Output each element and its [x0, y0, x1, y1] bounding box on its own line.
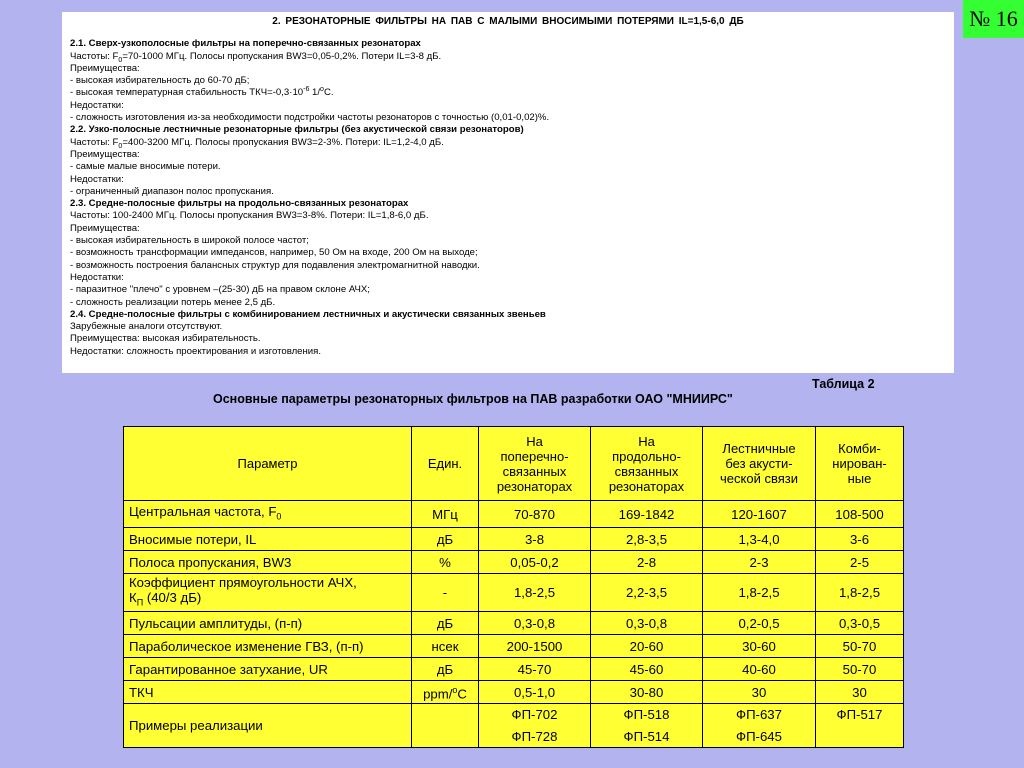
- value-cell: 30: [703, 681, 816, 704]
- unit-cell: дБ: [412, 528, 479, 551]
- param-cell: Вносимые потери, IL: [124, 528, 412, 551]
- param-cell: Пульсации амплитуды, (п-п): [124, 612, 412, 635]
- value-cell: 40-60: [703, 658, 816, 681]
- value-cell: 1,8-2,5: [816, 574, 904, 612]
- section-2-3-drawback-2: - сложность реализации потерь менее 2,5 дБ.: [70, 296, 276, 308]
- value-cell: ФП-514: [591, 726, 703, 748]
- value-cell: 30: [816, 681, 904, 704]
- section-2-4-title: 2.4. Средне-полосные фильтры с комбинированием лестничных и акустически связанных звеньев: [70, 308, 546, 320]
- section-2-4-line-3: Недостатки: сложность проектирования и изготовления.: [70, 345, 322, 357]
- parameters-table: [123, 426, 904, 748]
- value-cell: 45-60: [591, 658, 703, 681]
- section-2-3-advantage-1: - высокая избирательность в широкой полосе частот;: [70, 235, 309, 247]
- unit-cell: дБ: [412, 612, 479, 635]
- value-cell: 0,3-0,5: [816, 612, 904, 635]
- table-number: Таблица 2: [812, 377, 875, 391]
- value-cell: 50-70: [816, 658, 904, 681]
- section-2-1-drawbacks-label: Недостатки:: [70, 99, 124, 111]
- unit-cell: ppm/$^o$C: [412, 681, 479, 704]
- value-cell: 45-70: [479, 658, 591, 681]
- value-cell: 0,3-0,8: [591, 612, 703, 635]
- table-row: [124, 528, 904, 551]
- param-cell: ТКЧ: [124, 681, 412, 704]
- value-cell: 0,3-0,8: [479, 612, 591, 635]
- section-2-3-drawbacks-label: Недостатки:: [70, 271, 124, 283]
- value-cell: 30-60: [703, 635, 816, 658]
- param-cell: Примеры реализации: [124, 704, 412, 748]
- document-heading: 2. РЕЗОНАТОРНЫЕ ФИЛЬТРЫ НА ПАВ С МАЛЫМИ ВНОСИМЫМИ ПОТЕРЯМИ IL=1,5-6,0 ДБ: [272, 16, 744, 27]
- document-panel: [62, 12, 954, 373]
- section-2-3-frequencies: Частоты: 100-2400 МГц. Полосы пропускания BW3=3-8%. Потери: IL=1,8-6,0 дБ.: [70, 210, 429, 222]
- unit-cell: -: [412, 574, 479, 612]
- table-row: [124, 681, 904, 704]
- slide-number: № 16: [963, 0, 1024, 38]
- value-cell: 3-8: [479, 528, 591, 551]
- value-cell: 3-6: [816, 528, 904, 551]
- table-header-row: [124, 427, 904, 501]
- value-cell: 2-5: [816, 551, 904, 574]
- value-cell: 30-80: [591, 681, 703, 704]
- table-row: [124, 704, 904, 726]
- section-2-4-line-1: Зарубежные аналоги отсутствуют.: [70, 321, 223, 333]
- header-longitudinal-coupled: На продольно- связанных резонаторах: [591, 427, 703, 501]
- unit-cell: МГц: [412, 501, 479, 528]
- value-cell: 2,2-3,5: [591, 574, 703, 612]
- value-cell: 0,5-1,0: [479, 681, 591, 704]
- section-2-2-frequencies: Частоты: $F_0=400-3200$ МГц. Полосы пропускания BW3=2-3%. Потери: IL=1,2-4,0 дБ.: [70, 136, 444, 150]
- value-cell: 2-3: [703, 551, 816, 574]
- section-2-2-title: 2.2. Узко-полосные лестничные резонаторные фильтры (без акустической связи резонаторов): [70, 124, 524, 136]
- table-row: [124, 612, 904, 635]
- value-cell: 2,8-3,5: [591, 528, 703, 551]
- unit-cell: [412, 704, 479, 748]
- value-cell: ФП-517: [816, 704, 904, 726]
- section-2-1-title: 2.1. Сверх-узкополосные фильтры на поперечно-связанных резонаторах: [70, 38, 421, 50]
- section-2-3-advantage-3: - возможность построения балансных структур для подавления электромагнитной наводки.: [70, 259, 480, 271]
- section-2-1-advantage-2: - высокая температурная стабильность $ТКЧ=-0,3\cdot 10^{-6}$ 1/$^o$С.: [70, 86, 334, 99]
- section-2-1-advantages-label: Преимущества:: [70, 62, 140, 74]
- value-cell: ФП-702: [479, 704, 591, 726]
- value-cell: 169-1842: [591, 501, 703, 528]
- section-2-2-drawback-1: - ограниченный диапазон полос пропускания.: [70, 185, 274, 197]
- section-2-3-advantage-2: - возможность трансформации импедансов, например, 50 Ом на входе, 200 Ом на выходе;: [70, 247, 478, 259]
- param-cell: Центральная частота, $F_0$: [124, 501, 412, 528]
- section-2-3-drawback-1: - паразитное "плечо" с уровнем –(25-30) дБ на правом склоне АЧХ;: [70, 284, 370, 296]
- value-cell: 108-500: [816, 501, 904, 528]
- header-transverse-coupled: На поперечно- связанных резонаторах: [479, 427, 591, 501]
- header-combined: Комби- нирован- ные: [816, 427, 904, 501]
- table-row: [124, 635, 904, 658]
- header-parameter: Параметр: [124, 427, 412, 501]
- value-cell: 20-60: [591, 635, 703, 658]
- value-cell: 50-70: [816, 635, 904, 658]
- section-2-4-line-2: Преимущества: высокая избирательность.: [70, 333, 261, 345]
- section-2-1-drawback-1: - сложность изготовления из-за необходимости подстройки частоты резонаторов с точностью (0,01-0,02)%.: [70, 112, 550, 124]
- value-cell: ФП-728: [479, 726, 591, 748]
- table-title: Основные параметры резонаторных фильтров на ПАВ разработки ОАО "МНИИРС": [213, 392, 733, 406]
- table-row: [124, 501, 904, 528]
- param-cell: Коэффициент прямоугольности АЧХ, $К_П$ (40/3 дБ): [124, 574, 412, 612]
- param-cell: Полоса пропускания, BW3: [124, 551, 412, 574]
- table-row: [124, 658, 904, 681]
- value-cell: 0,2-0,5: [703, 612, 816, 635]
- value-cell: 1,8-2,5: [703, 574, 816, 612]
- value-cell: ФП-518: [591, 704, 703, 726]
- value-cell: 2-8: [591, 551, 703, 574]
- value-cell: [816, 726, 904, 748]
- section-2-2-advantages-label: Преимущества:: [70, 148, 140, 160]
- table-row: [124, 551, 904, 574]
- header-unit: Един.: [412, 427, 479, 501]
- value-cell: 200-1500: [479, 635, 591, 658]
- value-cell: 120-1607: [703, 501, 816, 528]
- value-cell: 0,05-0,2: [479, 551, 591, 574]
- unit-cell: %: [412, 551, 479, 574]
- value-cell: ФП-637: [703, 704, 816, 726]
- section-2-1-advantage-1: - высокая избирательность до 60-70 дБ;: [70, 75, 250, 87]
- section-2-2-drawbacks-label: Недостатки:: [70, 173, 124, 185]
- table-row: [124, 574, 904, 612]
- value-cell: ФП-645: [703, 726, 816, 748]
- unit-cell: нсек: [412, 635, 479, 658]
- param-cell: Параболическое изменение ГВЗ, (п-п): [124, 635, 412, 658]
- section-2-3-advantages-label: Преимущества:: [70, 222, 140, 234]
- value-cell: 1,8-2,5: [479, 574, 591, 612]
- section-2-2-advantage-1: - самые малые вносимые потери.: [70, 161, 221, 173]
- value-cell: 1,3-4,0: [703, 528, 816, 551]
- unit-cell: дБ: [412, 658, 479, 681]
- section-2-1-frequencies: Частоты: $F_0=70-1000$ МГц. Полосы пропускания BW3=0,05-0,2%. Потери IL=3-8 дБ.: [70, 50, 442, 64]
- param-cell: Гарантированное затухание, UR: [124, 658, 412, 681]
- value-cell: 70-870: [479, 501, 591, 528]
- header-ladder: Лестничные без акусти- ческой связи: [703, 427, 816, 501]
- section-2-3-title: 2.3. Средне-полосные фильтры на продольно-связанных резонаторах: [70, 198, 409, 210]
